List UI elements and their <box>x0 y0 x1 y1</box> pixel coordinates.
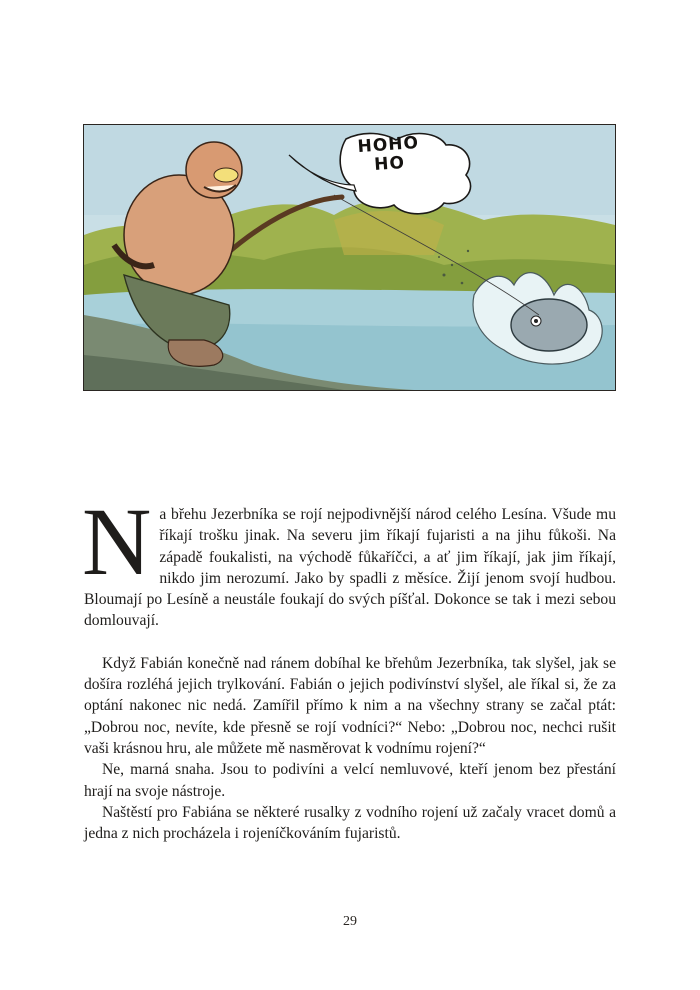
drop-cap: N <box>82 488 152 595</box>
paragraph-4: Naštěstí pro Fabiána se některé rusalky z vodního rojení už začaly vracet domů a jedna z nich procházela i rojeníčkováním fujaristů. <box>84 803 616 843</box>
paragraph-3: Ne, marná snaha. Jsou to podivíni a velcí nemluvové, kteří jenom bez přestání hrají na svoje nástroje. <box>84 761 616 800</box>
paragraph-2: Když Fabián konečně nad ránem dobíhal ke břehům Jezerbníka, tak slyšel, jak se došíra rozléhá jejich trylkování. Fabián o jejich podivínství slyšel, ale říkal si, že za optání nakonec nic nedá. Zamířil přímo k nim a na všechny strany se začal ptát: „Dobrou noc, nevíte, kde přesně se rojí vodníci?“ Nebo: „Dobrou noc, nechci rušit vaši krásnou hru, ale můžete mě nasměrovat k vodnímu rojení?“ <box>84 654 616 757</box>
paragraph-1-text: a břehu Jezerbníka se rojí nejpodivnější národ celého Lesína. Všude mu říkají trošku jinak. Na severu jim říkají fujaristi a na jihu fůkoši. Na západě foukalisti, na východě fůkaříčci, a ať jim říkají, jak jim říkají, nikdo jim nerozumí. Jako by spadli z měsíce. Žijí jenom svojí hudbou. Bloumají po Lesíně a neustále foukají do svých píšťal. Dokonce se tak i mezi sebou domlouvají. <box>84 506 616 630</box>
story-text <box>84 484 616 844</box>
paragraph-1 <box>84 484 616 632</box>
page-number: 29 <box>343 914 357 929</box>
speech-bubble-text: HOHO HO <box>356 132 420 176</box>
